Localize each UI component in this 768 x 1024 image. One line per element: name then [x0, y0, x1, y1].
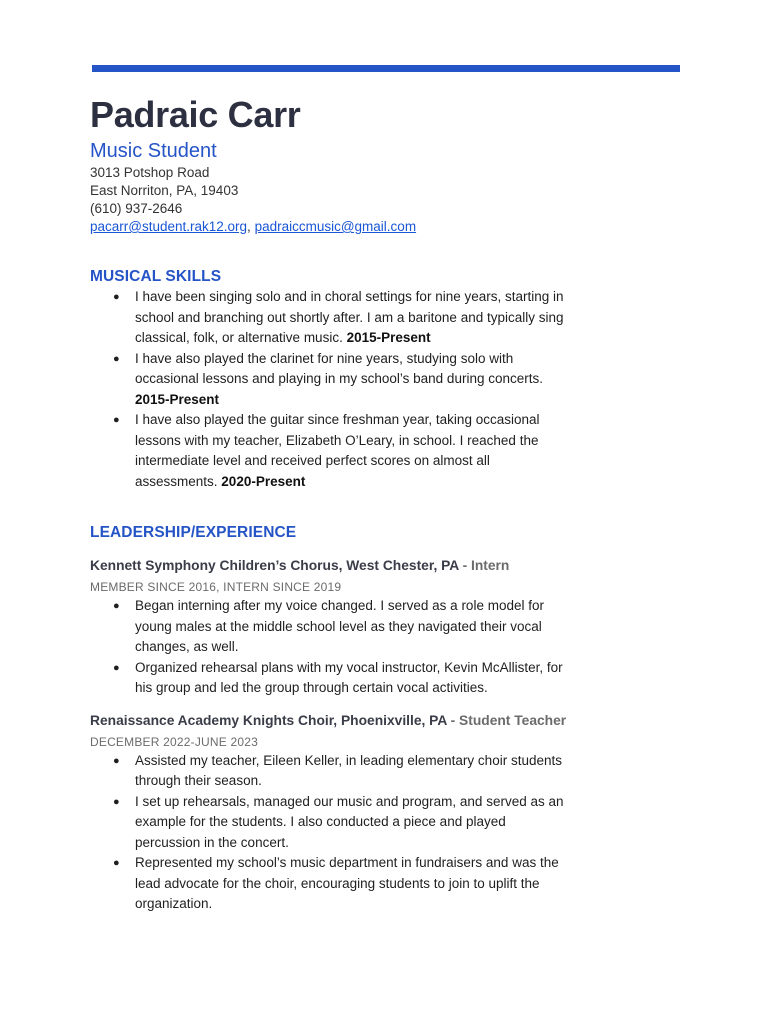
bullet-icon: ●: [113, 754, 120, 767]
skill-date: 2020-Present: [221, 473, 306, 489]
job-bullet-text: Represented my school’s music department in fundraisers and was the lead advocate for the choir, encouraging students to join to uplift the organization.: [135, 855, 559, 911]
job-bullet-text: I set up rehearsals, managed our music and program, and served as an example for the students. I also conducted a piece and played percussion in the concert.: [135, 793, 564, 850]
job-entry: [90, 556, 570, 699]
contact-block: [90, 164, 570, 236]
job-bullets: [90, 751, 570, 915]
bullet-icon: ●: [113, 291, 120, 303]
skill-date: 2015-Present: [135, 391, 220, 407]
skill-text: I have also played the guitar since freshman year, taking occasional lessons with my teacher, Elizabeth O’Leary, in school. I reached the intermediate level and received perfect scores on almost all assessments.: [135, 412, 540, 489]
experience-section-title: LEADERSHIP/EXPERIENCE: [90, 524, 297, 541]
phone-number: (610) 937-2646: [90, 201, 183, 216]
email-separator: ,: [247, 219, 255, 234]
job-heading: [90, 556, 570, 576]
skill-item: [90, 349, 570, 411]
job-dates: MEMBER SINCE 2016, INTERN SINCE 2019: [90, 580, 342, 594]
job-bullet-text: Organized rehearsal plans with my vocal instructor, Kevin McAllister, for his group and led the group through certain vocal activities.: [135, 659, 563, 695]
skill-date: 2015-Present: [346, 330, 431, 345]
school-email-link[interactable]: pacarr@student.rak12.org: [90, 219, 248, 234]
skill-item: [90, 287, 570, 349]
address-line-2: East Norriton, PA, 19403: [90, 183, 239, 198]
bullet-icon: ●: [113, 857, 120, 869]
job-entry: [90, 711, 570, 915]
personal-email-link[interactable]: padraiccmusic@gmail.com: [254, 219, 417, 234]
resume-document: [90, 95, 570, 915]
bullet-icon: ●: [113, 795, 120, 808]
job-bullet: [90, 853, 570, 915]
skill-text: I have been singing solo and in choral settings for nine years, starting in school and branching out shortly after. I am a baritone and typically sing classical, folk, or alternative music.: [135, 289, 564, 345]
email-line: [90, 218, 570, 236]
job-bullet: [90, 792, 570, 854]
bullet-icon: ●: [113, 661, 120, 674]
applicant-role: Music Student: [90, 140, 217, 162]
bullet-icon: ●: [113, 600, 120, 612]
job-bullet: [90, 596, 570, 658]
job-bullet: [90, 751, 570, 792]
job-role: - Student Teacher: [446, 712, 567, 728]
applicant-name: Padraic Carr: [90, 94, 301, 135]
skill-text: I have also played the clarinet for nine years, studying solo with occasional lessons and playing in my school’s band during concerts.: [135, 350, 543, 386]
skill-item: [90, 410, 570, 492]
job-organization: Renaissance Academy Knights Choir, Phoenixville, PA: [90, 712, 447, 728]
skills-section-title: MUSICAL SKILLS: [90, 268, 222, 285]
job-heading: [90, 711, 570, 731]
job-bullet-text: Assisted my teacher, Eileen Keller, in leading elementary choir students through their season.: [135, 752, 562, 788]
job-bullets: [90, 596, 570, 699]
bullet-icon: ●: [113, 414, 120, 426]
bullet-icon: ●: [113, 352, 120, 365]
address-line-1: 3013 Potshop Road: [90, 165, 210, 180]
header-divider: [92, 65, 680, 72]
job-organization: Kennett Symphony Children’s Chorus, West Chester, PA: [90, 558, 459, 573]
skills-list: [90, 287, 570, 492]
job-dates: DECEMBER 2022-JUNE 2023: [90, 734, 259, 749]
job-role: - Intern: [458, 558, 510, 573]
job-bullet: [90, 658, 570, 699]
job-bullet-text: Began interning after my voice changed. I served as a role model for young males at the middle school level as they navigated their vocal changes, as well.: [135, 598, 544, 654]
